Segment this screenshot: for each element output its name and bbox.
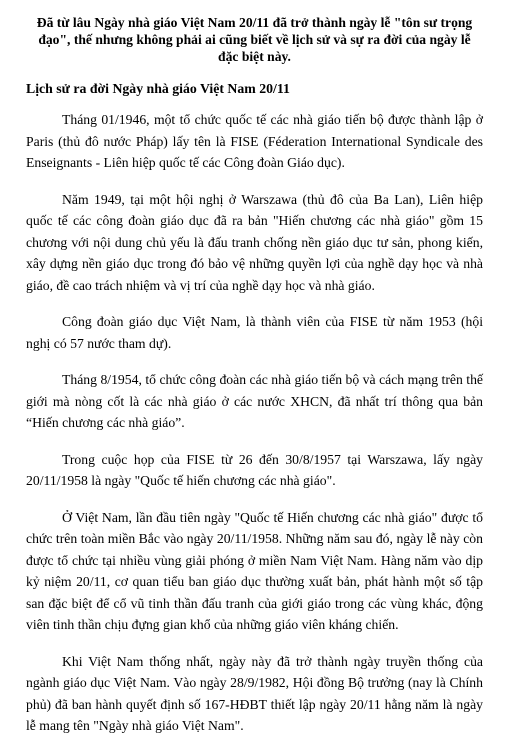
paragraph-1954-adoption: Tháng 8/1954, tổ chức công đoàn các nhà giáo tiến bộ và cách mạng trên thế giới mà nòng cốt là các nhà giáo ở các nước XHCN, đã nhất trí thông qua bản “Hiến chương các nhà giáo”. xyxy=(26,372,483,430)
paragraph-1946-fise: Tháng 01/1946, một tổ chức quốc tế các nhà giáo tiến bộ được thành lập ở Paris (thủ đô nước Pháp) lấy tên là FISE (Féderation International Syndicale des Enseignants - Liên hiệp quốc tế các Công đoàn Giáo dục). xyxy=(26,112,483,170)
paragraph-1953-member: Công đoàn giáo dục Việt Nam, là thành viên của FISE từ năm 1953 (hội nghị có 57 nước tham dự). xyxy=(26,314,483,351)
article-lead: Đã từ lâu Ngày nhà giáo Việt Nam 20/11 đã trở thành ngày lễ "tôn sư trọng đạo", thế nhưng không phải ai cũng biết về lịch sử và sự ra đời của ngày lễ đặc biệt này. xyxy=(36,15,473,64)
paragraph-1957-meeting: Trong cuộc họp của FISE từ 26 đến 30/8/1957 tại Warszawa, lấy ngày 20/11/1958 là ngày "Quốc tế hiến chương các nhà giáo". xyxy=(26,451,483,488)
paragraph-vietnam-1958: Ở Việt Nam, lần đầu tiên ngày "Quốc tế Hiến chương các nhà giáo" được tổ chức trên toàn miền Bắc vào ngày 20/11/1958. Những năm sau đó, ngày lễ này còn được tổ chức tại nhiều vùng giải phóng ở miền Nam Việt Nam. Hàng năm vào dịp kỷ niệm 20/11, cơ quan tiểu ban giáo dục thường xuất bản, phát hành một số tập san đặc biệt để cổ vũ tinh thần đấu tranh của giới giáo trong các vùng khác, động viên tinh thần chịu đựng gian khổ của những giáo viên kháng chiến. xyxy=(26,509,483,632)
paragraph-1982-decision: Khi Việt Nam thống nhất, ngày này đã trở thành ngày truyền thống của ngành giáo dục Việt Nam. Vào ngày 28/9/1982, Hội đồng Bộ trưởng (nay là Chính phủ) đã ban hành quyết định số 167-HĐBT thiết lập ngày 20/11 hằng năm là ngày lễ mang tên "Ngày nhà giáo Việt Nam". xyxy=(26,653,483,733)
paragraph-1949-charter: Năm 1949, tại một hội nghị ở Warszawa (thủ đô của Ba Lan), Liên hiệp quốc tế các công đoàn giáo dục đã ra bản "Hiến chương các nhà giáo" gồm 15 chương với nội dung chủ yếu là đấu tranh chống nền giáo dục tư sản, phong kiến, xây dựng nền giáo dục trong đó bảo vệ những quyền lợi của nghề dạy học và nhà giáo, đề cao trách nhiệm và vị trí của nghề dạy học và nhà giáo. xyxy=(26,191,483,293)
section-heading: Lịch sử ra đời Ngày nhà giáo Việt Nam 20/11 xyxy=(26,81,290,96)
